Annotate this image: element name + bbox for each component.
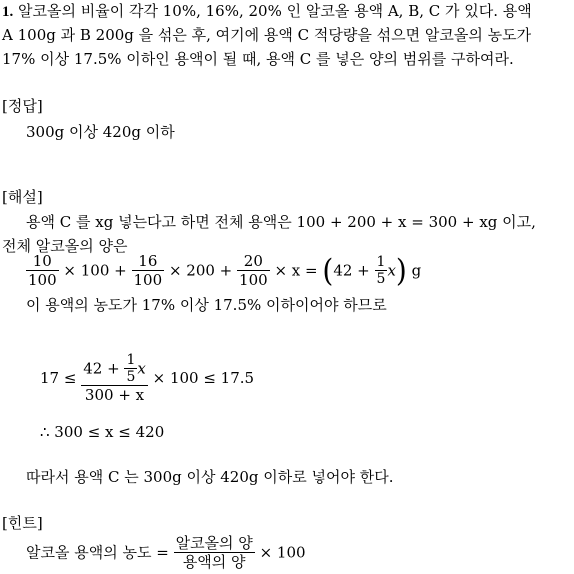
eq1-term-2: × 200 +: [168, 261, 233, 280]
ineq-right: × 100 ≤ 17.5: [152, 369, 255, 387]
fraction-20-100: $\frac{20}{100}$: [239, 252, 268, 289]
eq1-unit: g: [411, 261, 422, 280]
fraction-10-100: $\frac{10}{100}$: [28, 252, 57, 289]
problem-line-1: 알코올의 비율이 각각 10%, 16%, 20% 인 알코올 용액 A, B, C 가 있다. 용액: [18, 2, 532, 20]
problem-number: 1.: [2, 4, 14, 20]
explanation-line-2: 전체 알코올의 양은: [2, 237, 128, 255]
problem-statement: [2, 0, 532, 23]
fraction-1-5: $\frac{1}{5}$: [376, 254, 386, 287]
ineq-left: 17 ≤: [40, 369, 77, 387]
answer-heading: [정답]: [2, 97, 43, 115]
fraction-16-100: $\frac{16}{100}$: [133, 252, 163, 289]
answer-text: 300g 이상 420g 이하: [26, 123, 175, 141]
result-range: ∴ 300 ≤ x ≤ 420: [40, 423, 165, 441]
explanation-line-3: 이 용액의 농도가 17% 이상 17.5% 이하이어야 하므로: [26, 296, 387, 314]
hint-rhs: × 100: [259, 543, 306, 562]
problem-line-3: 17% 이상 17.5% 이하인 용액이 될 때, 용액 C 를 넣은 양의 범위를 구하여라.: [2, 50, 514, 68]
explanation-line-1: 용액 C 를 xg 넣는다고 하면 전체 용액은 100 + 200 + x = 300 + xg 이고,: [26, 213, 536, 231]
eq1-term-3: × x =: [274, 261, 318, 280]
problem-line-2: A 100g 과 B 200g 을 섞은 후, 여기에 용액 C 적당량을 섞으면 알코올의 농도가: [2, 26, 532, 44]
concentration-inequality: [40, 352, 254, 404]
eq1-term-1: × 100 +: [63, 261, 127, 280]
concentration-fraction: 42 + $\frac{1}{5}$ x 300 + x: [83, 352, 146, 404]
eq1-inner-b: x: [387, 261, 396, 280]
conclusion: 따라서 용액 C 는 300g 이상 420g 이하로 넣어야 한다.: [26, 468, 394, 486]
alcohol-amount-equation: $\frac{10}{100}$ × 100 + $\frac{16}{100}$ × 200 + $\frac{20}{100}$ × x = (42 + $\frac{1}{5}$ x) g: [28, 251, 422, 289]
hint-lhs: 알코올 용액의 농도 =: [26, 543, 169, 562]
hint-fraction: $\frac{\text{알코올의 양}}{\text{용액의 양}}$: [175, 534, 253, 571]
explanation-heading: [해설]: [2, 188, 43, 206]
eq1-inner-a: 42 +: [333, 261, 370, 280]
hint-heading: [힌트]: [2, 514, 43, 532]
hint-formula: [26, 534, 306, 571]
